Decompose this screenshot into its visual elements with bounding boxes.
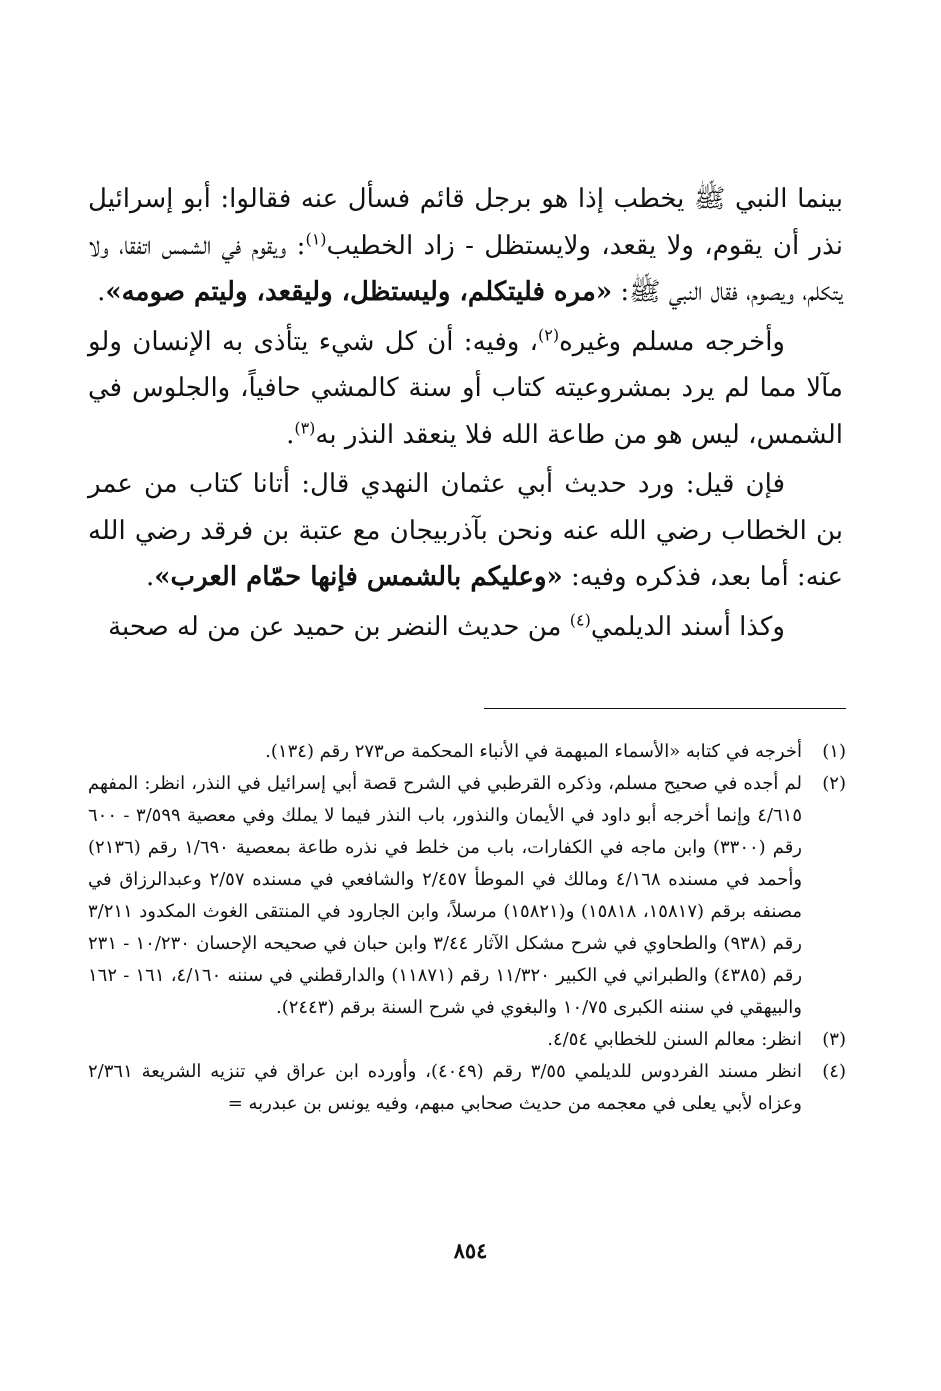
footnotes: [88, 736, 846, 1120]
page-number: ٨٥٤: [453, 1238, 488, 1263]
footnote-4: [88, 1056, 846, 1120]
paragraph-2-text-c: .: [286, 419, 295, 450]
main-text: [88, 176, 843, 650]
hadith-quote-1: «مره فليتكلم، وليستظل، وليقعد، وليتم صومه»: [105, 277, 613, 307]
paragraph-1-text-a: بينما النبي ﷺ يخطب إذا هو برجل قائم فسأل عنه فقالوا: أبو إسرائيل نذر أن يقوم، ولا يقعد، ولايستظل - زاد الخطيب: [88, 184, 843, 261]
footnote-number: (٢): [822, 773, 846, 794]
paragraph-2: [88, 319, 843, 459]
footnote-text: لم أجده في صحيح مسلم، وذكره القرطبي في الشرح قصة أبي إسرائيل في النذر، انظر: المفهم ٤/٦١٥ وإنما أخرجه أبو داود في الأيمان والنذور، باب النذر فيما لا يملك وفي معصية ٣/٥٩٩ - ٦٠٠ رقم (٣٣٠٠) وابن ماجه في الكفارات، باب من خلط في نذره طاعة بمعصية ١/٦٩٠ رقم (٢١٣٦) وأحمد في مسنده ٤/١٦٨ ومالك في الموطأ ٢/٤٥٧ والشافعي في مسنده ٢/٥٧ وعبدالرزاق في مصنفه برقم (١٥٨١٧، ١٥٨١٨) و(١٥٨٢١) مرسلاً، وابن الجارود في المنتقى الغوث المكدود ٣/٢١١ رقم (٩٣٨) والطحاوي في شرح مشكل الآثار ٣/٤٤ وابن حبان في صحيحه الإحسان ١٠/٢٣٠ - ٢٣١ رقم (٤٣٨٥) والطبراني في الكبير ١١/٣٢٠ رقم (١١٨٧١) والدارقطني في سننه ٤/١٦٠، ١٦١ - ١٦٢ والبيهقي في سننه الكبرى ١٠/٧٥ والبغوي في شرح السنة برقم (٢٤٤٣).: [88, 773, 803, 1018]
footnote-ref-4: (٤): [569, 609, 591, 629]
footnote-text: انظر: معالم السنن للخطابي ٤/٥٤.: [547, 1029, 802, 1050]
paragraph-4: [88, 604, 843, 651]
paragraph-1: [88, 176, 843, 316]
paragraph-4-text-a: وكذا أسند الديلمي: [590, 611, 785, 642]
footnote-ref-1: (١): [305, 228, 327, 248]
footnote-text: أخرجه في كتابه «الأسماء المبهمة في الأنباء المحكمة ص٢٧٣ رقم (١٣٤).: [265, 741, 802, 762]
paragraph-4-text-b: من حديث النضر بن حميد عن من له صحبة: [108, 611, 570, 642]
paragraph-2-text-b: ، وفيه: أن كل شيء يتأذى به الإنسان ولو مآلا مما لم يرد بمشروعيته كتاب أو سنة كالمشي حافياً، والجلوس في الشمس، ليس هو من طاعة الله فلا ينعقد النذر به: [88, 326, 843, 450]
footnote-ref-2: (٢): [538, 324, 560, 344]
footnote-2: [88, 768, 846, 1024]
footnote-text: انظر مسند الفردوس للديلمي ٣/٥٥ رقم (٤٠٤٩)، وأورده ابن عراق في تنزيه الشريعة ٢/٣٦١ وعزاه لأبي يعلى في معجمه من حديث صحابي مبهم، وفيه يونس بن عبدربه =: [88, 1061, 802, 1114]
paragraph-3-text-a: فإن قيل: ورد حديث أبي عثمان النهدي قال: أتانا كتاب من عمر بن الخطاب رضي الله عنه ونحن بآذربيجان مع عتبة بن فرقد رضي الله عنه: أما بعد، فذكره وفيه:: [88, 469, 843, 592]
footnote-3: [88, 1024, 846, 1056]
footnote-1: [88, 736, 846, 768]
paragraph-2-text-a: وأخرجه مسلم وغيره: [559, 326, 785, 357]
footnote-number: (٤): [822, 1061, 846, 1082]
footnote-number: (٣): [822, 1029, 846, 1050]
footnote-divider: [484, 708, 846, 709]
paragraph-1-text-b: : ويقوم في الشمس اتفقا، ولا يتكلم، ويصوم، فقال النبي ﷺ:: [88, 230, 843, 307]
footnote-ref-3: (٣): [294, 417, 316, 437]
paragraph-3-text-b: .: [146, 562, 155, 592]
paragraph-1-text-c: .: [97, 277, 106, 307]
footnote-number: (١): [822, 741, 846, 762]
hadith-quote-2: «وعليكم بالشمس فإنها حمّام العرب»: [154, 562, 563, 592]
paragraph-3: [88, 461, 843, 601]
